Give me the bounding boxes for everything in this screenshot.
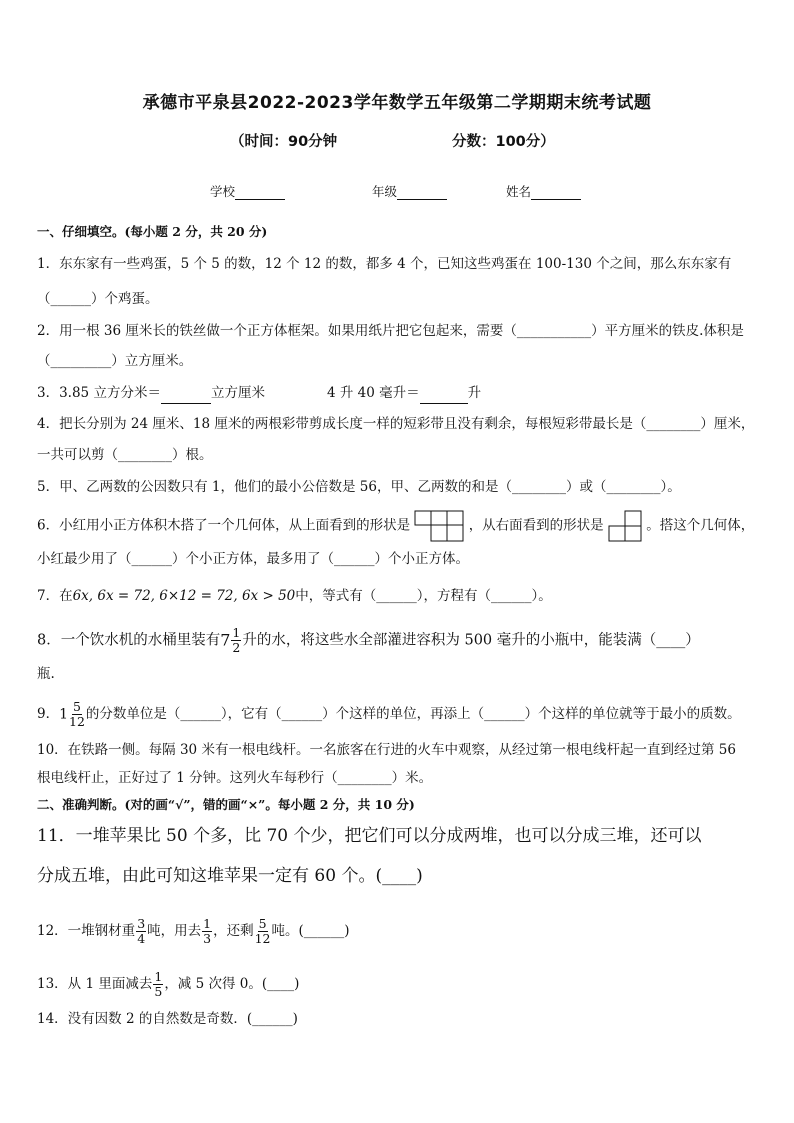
- question-6-part-b: ，从右面看到的形状是: [468, 517, 604, 534]
- question-4-line-1: 4．把长分别为 24 厘米、18 厘米的两根彩带剪成长度一样的短彩带且没有剩余，每根短彩带最长是（________）厘米，: [37, 416, 755, 432]
- question-5: 5．甲、乙两数的公因数只有 1，他们的最小公倍数是 56，甲、乙两数的和是（________）或（________）。: [37, 479, 681, 495]
- question-12-fraction-3-denominator: 12: [254, 931, 271, 946]
- question-12-fraction-3-numerator: 5: [258, 916, 267, 931]
- question-3-part-d: 升: [467, 385, 482, 401]
- top-view-shape-icon: [414, 510, 464, 542]
- question-1-line-2: （______）个鸡蛋。: [37, 291, 159, 307]
- question-2-line-2: （_________）立方厘米。: [37, 353, 193, 369]
- question-12-fraction-2-numerator: 1: [203, 916, 212, 931]
- question-8-line-1: [37, 626, 700, 655]
- question-1-line-1: 1．东东家有一些鸡蛋，5 个 5 的数，12 个 12 的数，都多 4 个，已知这些鸡蛋在 100-130 个之间，那么东东家有: [37, 256, 732, 272]
- question-12-fraction-2-denominator: 3: [203, 931, 212, 946]
- question-13: [37, 970, 299, 999]
- question-8-part-a: 8．一个饮水机的水桶里装有: [37, 632, 221, 649]
- question-10-line-2: 根电线杆止，正好过了 1 分钟。这列火车每秒行（________）米。: [37, 770, 433, 786]
- grade-field: [372, 182, 447, 200]
- question-9-part-a: 9．: [37, 706, 60, 722]
- question-4-line-2: 一共可以剪（________）根。: [37, 447, 213, 463]
- question-7-part-b: 中，等式有（______），方程有（______）。: [295, 588, 552, 604]
- question-7-expression: 6x, 6x = 72, 6×12 = 72, 6x > 50: [72, 588, 296, 604]
- question-8-denominator: 2: [232, 640, 241, 655]
- question-12-part-a: 12．一堆钢材重: [37, 923, 136, 939]
- question-11-line-1: 11．一堆苹果比 50 个多，比 70 个少，把它们可以分成两堆，也可以分成三堆，还可以: [37, 826, 702, 846]
- section-2-heading: 二、准确判断。(对的画“√”，错的画“×”。每小题 2 分，共 10 分): [37, 797, 415, 812]
- right-view-shape-icon: [608, 510, 642, 542]
- question-11-line-2: 分成五堆，由此可知这堆苹果一定有 60 个。(____): [37, 866, 423, 886]
- school-blank[interactable]: [235, 184, 285, 200]
- question-12-fraction-1: [136, 917, 146, 946]
- question-9-part-b: 的分数单位是（______），它有（______）个这样的单位，再添上（______）个这样的单位就等于最小的质数。: [85, 706, 741, 722]
- question-8-numerator: 1: [232, 625, 241, 640]
- question-13-part-a: 13．从 1 里面减去: [37, 976, 153, 992]
- question-3-blank-1[interactable]: [161, 383, 211, 404]
- question-3-part-c: 4 升 40 毫升＝: [326, 385, 420, 401]
- page-title: 承德市平泉县2022-2023学年数学五年级第二学期期末统考试题: [142, 93, 652, 113]
- name-field: [506, 182, 581, 200]
- question-9-whole: 1: [59, 706, 69, 723]
- question-6-part-c: 。搭这个几何体，: [646, 517, 755, 534]
- question-14: 14．没有因数 2 的自然数是奇数．(______): [37, 1011, 298, 1027]
- question-10-line-1: 10．在铁路一侧。每隔 30 米有一根电线杆。一名旅客在行进的火车中观察，从经过第一根电线杆起一直到经过第 56: [37, 742, 736, 758]
- question-6-part-a: 6．小红用小正方体积木搭了一个几何体，从上面看到的形状是: [37, 517, 411, 534]
- question-2-line-1: 2．用一根 36 厘米长的铁丝做一个正方体框架。如果用纸片把它包起来，需要（___________）平方厘米的铁皮.体积是: [37, 323, 744, 339]
- question-9: [37, 700, 741, 729]
- question-8-fraction: [231, 626, 241, 655]
- question-7-part-a: 7．在: [37, 588, 73, 604]
- question-8-whole: 7: [220, 630, 231, 650]
- question-13-denominator: 5: [154, 984, 163, 999]
- question-12: [37, 917, 350, 946]
- name-blank[interactable]: [531, 184, 581, 200]
- grade-blank[interactable]: [397, 184, 447, 200]
- school-label: 学校: [210, 184, 236, 199]
- question-12-part-d: 吨。(______): [271, 923, 350, 939]
- question-12-fraction-1-numerator: 3: [137, 916, 146, 931]
- question-3-part-a: 3．3.85 立方分米＝: [37, 385, 161, 401]
- section-1-heading: 一、仔细填空。(每小题 2 分，共 20 分): [37, 224, 268, 239]
- question-13-part-b: ，减 5 次得 0。(____): [164, 976, 300, 992]
- question-7: [37, 586, 552, 606]
- question-6-line-1: [37, 510, 754, 542]
- question-12-part-c: ，还剩: [213, 923, 254, 939]
- grade-label: 年级: [372, 184, 398, 199]
- question-3-blank-2[interactable]: [420, 383, 468, 404]
- question-12-fraction-1-denominator: 4: [137, 931, 146, 946]
- exam-score: 分数：100分）: [452, 134, 555, 150]
- question-9-fraction: [69, 700, 85, 729]
- question-9-denominator: 12: [69, 714, 85, 729]
- name-label: 姓名: [506, 184, 532, 199]
- question-9-numerator: 5: [72, 699, 81, 714]
- question-6-line-2: 小红最少用了（______）个小正方体，最多用了（______）个小正方体。: [37, 551, 469, 567]
- question-12-fraction-3: [255, 917, 271, 946]
- question-3: [37, 383, 481, 404]
- exam-time: （时间：90分钟: [230, 134, 338, 150]
- question-13-fraction: [153, 970, 163, 999]
- question-8-line-2: 瓶.: [37, 666, 55, 682]
- question-12-fraction-2: [202, 917, 212, 946]
- question-12-part-b: 吨，用去: [147, 923, 202, 939]
- question-8-part-b: 升的水，将这些水全部灌进容积为 500 毫升的小瓶中，能装满（____）: [242, 632, 700, 649]
- school-field: [210, 182, 285, 200]
- question-13-numerator: 1: [154, 969, 163, 984]
- question-3-part-b: 立方厘米: [210, 385, 265, 401]
